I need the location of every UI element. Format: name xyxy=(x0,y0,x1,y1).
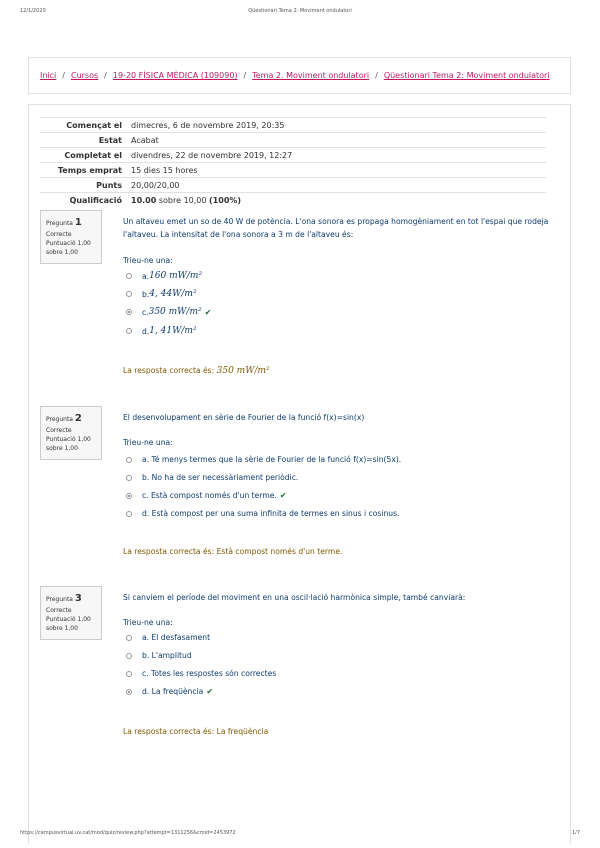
breadcrumb xyxy=(40,71,550,80)
breadcrumb-separator: / xyxy=(104,71,107,80)
summary-label: Qualificació xyxy=(40,193,127,208)
breadcrumb-quiz[interactable]: Qüestionari Tema 2: Moviment ondulatori xyxy=(383,71,550,80)
radio-button[interactable] xyxy=(126,457,132,463)
answer-option[interactable]: d. La freqüència ✔ xyxy=(126,687,213,696)
print-date: 12/1/2020 xyxy=(20,8,46,14)
option-formula: 160 mW/m² xyxy=(149,271,203,281)
correct-check-icon: ✔ xyxy=(279,491,287,500)
grade-max: sobre 10,00 xyxy=(156,195,210,205)
breadcrumb-courses[interactable]: Cursos xyxy=(70,71,99,80)
question-number: Pregunta 2 xyxy=(46,413,82,424)
answer-option[interactable]: d. 1, 41W/m² xyxy=(126,326,197,336)
print-header xyxy=(0,8,600,18)
answer-option[interactable]: d. Està compost per una suma infinita de termes en sinus i cosinus. xyxy=(126,509,399,518)
breadcrumb-topic[interactable]: Tema 2. Moviment ondulatori xyxy=(252,71,370,80)
summary-label: Començat el xyxy=(40,118,127,133)
question-3-right-answer: La resposta correcta és: La freqüència xyxy=(123,727,269,736)
answer-option[interactable]: c. Totes les respostes són correctes xyxy=(126,669,276,678)
option-formula: 1, 41W/m² xyxy=(149,326,197,336)
quiz-review-region xyxy=(28,104,571,844)
question-3-prompt: Trieu-ne una: xyxy=(123,618,173,627)
radio-button-selected[interactable] xyxy=(126,493,132,499)
summary-label: Completat el xyxy=(40,148,127,163)
print-url: https://campusvirtual.uv.cat/mod/quiz/review.php?attempt=1311256&cmid=2453972 xyxy=(20,830,236,836)
grade-percent: (100%) xyxy=(209,195,242,205)
option-formula: 4, 44W/m² xyxy=(149,289,197,299)
question-1-prompt: Trieu-ne una: xyxy=(123,256,173,265)
grade-value: 10.00 xyxy=(131,195,157,205)
summary-value: divendres, 22 de novembre 2019, 12:27 xyxy=(127,148,546,163)
radio-button[interactable] xyxy=(126,273,132,279)
summary-row xyxy=(40,178,546,193)
breadcrumb-separator: / xyxy=(375,71,378,80)
radio-button[interactable] xyxy=(126,653,132,659)
answer-option[interactable]: a. Té menys termes que la sèrie de Fourier de la funció f(x)=sin(5x). xyxy=(126,455,401,464)
breadcrumb-separator: / xyxy=(243,71,247,80)
summary-label: Estat xyxy=(40,133,127,148)
question-2-info xyxy=(40,406,102,460)
question-status: Correcte xyxy=(46,607,72,614)
answer-option[interactable]: c. 350 mW/m² ✔ xyxy=(126,307,211,317)
print-page-number: 1/7 xyxy=(571,830,580,836)
question-score-max: sobre 1,00 xyxy=(46,445,78,452)
question-2-text: El desenvolupament en sèrie de Fourier de la funció f(x)=sin(x) xyxy=(123,413,365,422)
breadcrumb-container xyxy=(28,57,571,94)
summary-value: dimecres, 6 de novembre 2019, 20:35 xyxy=(127,118,546,133)
breadcrumb-course[interactable]: 19-20 FÍSICA MÈDICA (109090) xyxy=(112,71,238,80)
summary-row xyxy=(40,193,546,208)
question-status: Correcte xyxy=(46,231,72,238)
radio-button-selected[interactable] xyxy=(126,689,132,695)
correct-check-icon: ✔ xyxy=(206,687,214,696)
question-score: Puntuació 1,00 xyxy=(46,240,91,247)
answer-option[interactable]: c. Està compost només d'un terme. ✔ xyxy=(126,491,287,500)
radio-button[interactable] xyxy=(126,475,132,481)
radio-button[interactable] xyxy=(126,511,132,517)
answer-option[interactable]: b. No ha de ser necessàriament periòdic. xyxy=(126,473,298,482)
radio-button[interactable] xyxy=(126,671,132,677)
question-status: Correcte xyxy=(46,427,72,434)
radio-button[interactable] xyxy=(126,635,132,641)
summary-row xyxy=(40,133,546,148)
question-2-right-answer: La resposta correcta és: Està compost només d'un terme. xyxy=(123,547,343,556)
print-title: Qüestionari Tema 2: Moviment ondulatori xyxy=(248,8,352,14)
breadcrumb-separator: / xyxy=(62,71,65,80)
summary-value: 20,00/20,00 xyxy=(127,178,546,193)
summary-row xyxy=(40,118,546,133)
question-1-right-answer: La resposta correcta és: 350 mW/m² xyxy=(123,366,270,376)
answer-option[interactable]: a. 160 mW/m² xyxy=(126,271,202,281)
summary-label: Temps emprat xyxy=(40,163,127,178)
summary-value: Acabat xyxy=(127,133,546,148)
question-score: Puntuació 1,00 xyxy=(46,616,91,623)
question-3-text: Si canviem el període del moviment en una oscil·lació harmònica simple, també canviarà: xyxy=(123,593,466,602)
question-score-max: sobre 1,00 xyxy=(46,249,78,256)
question-number: Pregunta 1 xyxy=(46,217,82,228)
radio-button[interactable] xyxy=(126,328,132,334)
radio-button-selected[interactable] xyxy=(126,309,132,315)
answer-option[interactable]: b. L'amplitud xyxy=(126,651,192,660)
question-score-max: sobre 1,00 xyxy=(46,625,78,632)
question-2-prompt: Trieu-ne una: xyxy=(123,438,173,447)
summary-label: Punts xyxy=(40,178,127,193)
option-formula: 350 mW/m² xyxy=(148,307,202,317)
summary-row xyxy=(40,148,546,163)
question-1-info xyxy=(40,210,102,264)
breadcrumb-home[interactable]: Inici xyxy=(40,71,57,80)
question-number: Pregunta 3 xyxy=(46,593,82,604)
answer-option[interactable]: b. 4, 44W/m² xyxy=(126,289,197,299)
question-3-info xyxy=(40,586,102,640)
summary-value: 15 dies 15 hores xyxy=(127,163,546,178)
attempt-summary-table xyxy=(40,117,546,207)
question-1-text: Un altaveu emet un so de 40 W de potència. L'ona sonora es propaga homogèniament en tot l'espai que rodeja l'altaveu. La intensitat de l'ona sonora a 3 m de l'altaveu és: xyxy=(123,217,549,239)
summary-row xyxy=(40,163,546,178)
answer-option[interactable]: a. El desfasament xyxy=(126,633,210,642)
question-score: Puntuació 1,00 xyxy=(46,436,91,443)
summary-value xyxy=(127,193,546,208)
radio-button[interactable] xyxy=(126,291,132,297)
correct-check-icon: ✔ xyxy=(204,307,212,317)
